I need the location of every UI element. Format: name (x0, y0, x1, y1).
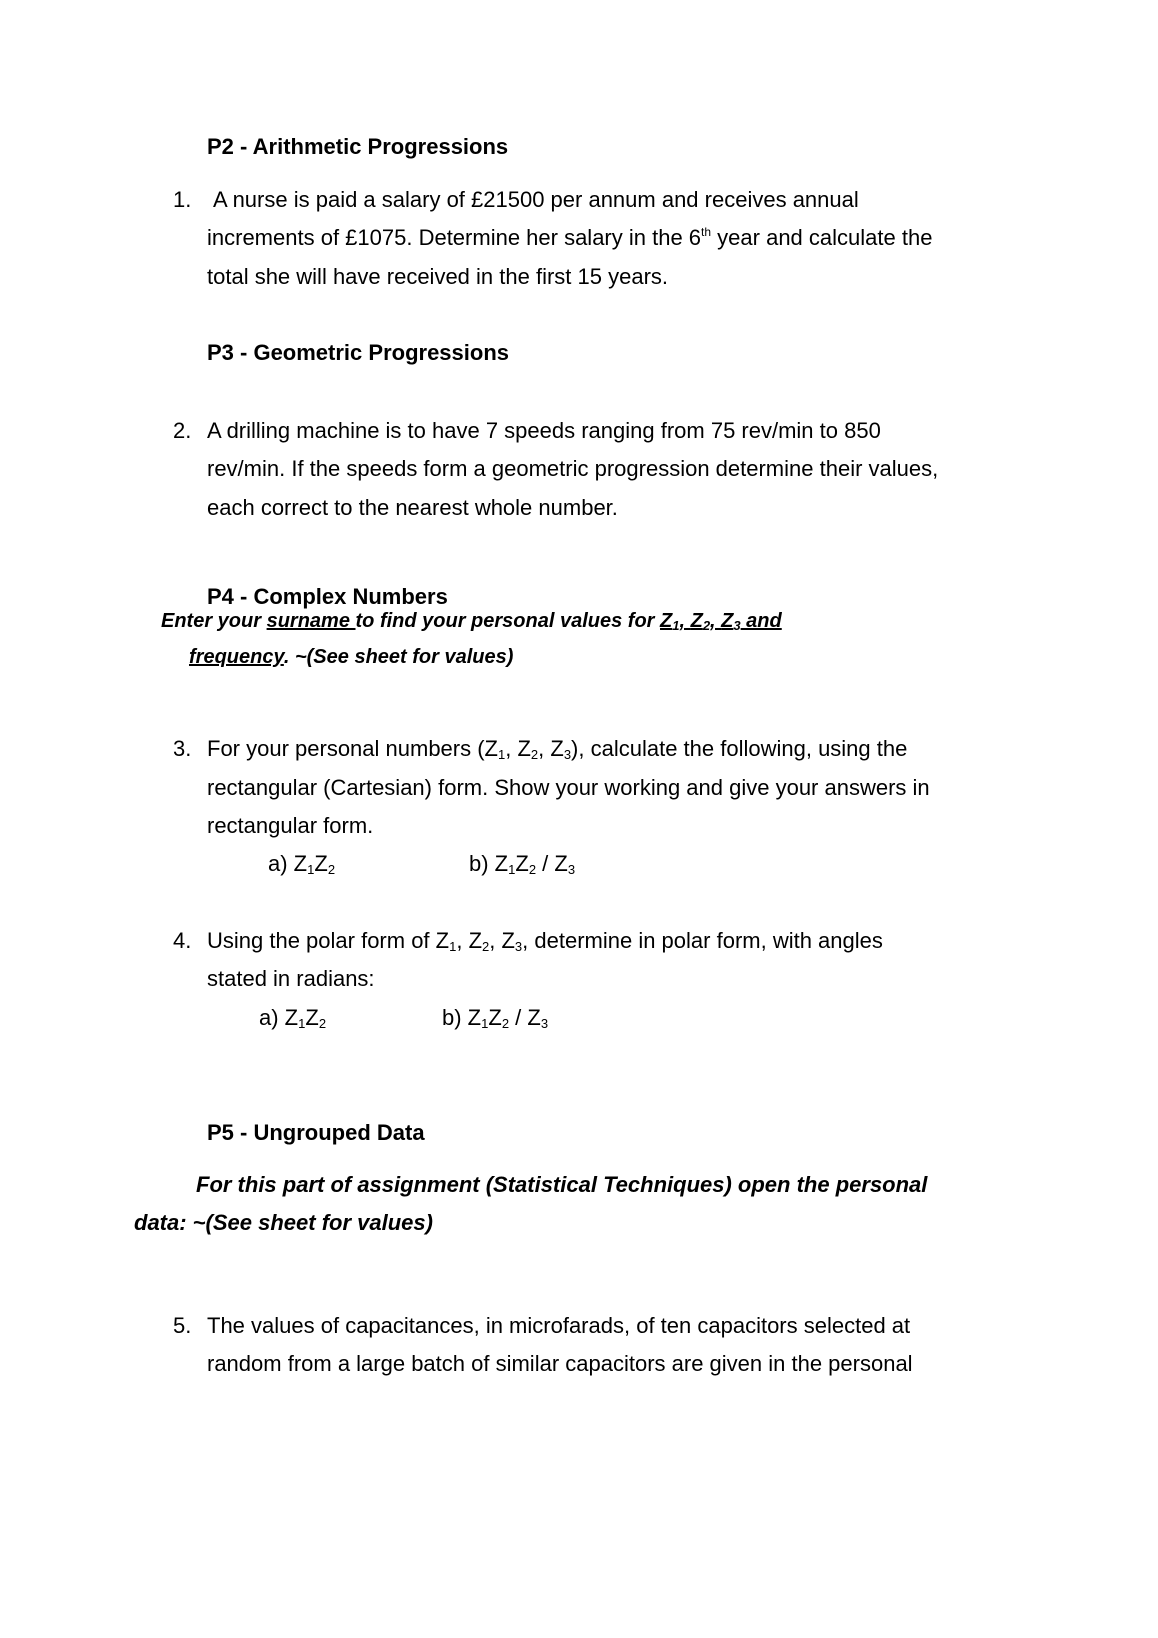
question-number: 2. (173, 418, 192, 443)
p4-instruction-line-2: frequency. ~(See sheet for values) (189, 646, 514, 668)
frequency-text: frequency (189, 646, 284, 668)
question-4-line-1: Using the polar form of $Z_1$, $Z_2$, $Z_3$, determine in polar form, with angles (207, 928, 883, 954)
question-5-line-2: random from a large batch of similar capacitors are given in the personal (207, 1351, 913, 1376)
section-heading-p2: P2 - Arithmetic Progressions (207, 134, 509, 159)
question-3-line-1: For your personal numbers ($Z_1$, $Z_2$, $Z_3$), calculate the following, using the (207, 736, 908, 762)
question-3-line-3: rectangular form. (207, 813, 374, 838)
p5-instruction-line-1: For this part of assignment (Statistical Techniques) open the personal (196, 1172, 928, 1197)
question-number: 1. (173, 187, 192, 212)
p4-instruction-line-1: Enter your surname to find your personal values for $Z_1$, $Z_2$, $Z_3$ and (161, 610, 782, 633)
question-number: 5. (173, 1313, 192, 1338)
surname-text: surname (266, 610, 356, 632)
question-1-line-3: total she will have received in the first 15 years. (207, 264, 669, 289)
question-4-line-2: stated in radians: (207, 966, 375, 991)
question-2-line-2: rev/min. If the speeds form a geometric progression determine their values, (207, 456, 939, 481)
question-3-part-a: a) $Z_1Z_2$ (268, 851, 336, 877)
question-1-line-1: A nurse is paid a salary of £21500 per annum and receives annual (213, 187, 859, 212)
question-1-line-2: increments of £1075. Determine her salary in the 6th year and calculate the (207, 225, 933, 250)
section-heading-p3: P3 - Geometric Progressions (207, 340, 509, 365)
question-number: 4. (173, 928, 192, 953)
section-heading-p4: P4 - Complex Numbers (207, 584, 448, 609)
p5-instruction-line-2: data: ~(See sheet for values) (134, 1210, 433, 1235)
section-heading-p5: P5 - Ungrouped Data (207, 1120, 425, 1145)
question-number: 3. (173, 736, 192, 761)
question-3-part-b: b) $Z_1Z_2 / Z_3$ (469, 851, 576, 877)
question-5-line-1: The values of capacitances, in microfarads, of ten capacitors selected at (207, 1313, 911, 1338)
question-4-part-a: a) $Z_1Z_2$ (259, 1005, 327, 1031)
question-2-line-3: each correct to the nearest whole number. (207, 495, 618, 520)
question-3-line-2: rectangular (Cartesian) form. Show your working and give your answers in (207, 775, 930, 800)
question-4-part-b: b) $Z_1Z_2 / Z_3$ (442, 1005, 549, 1031)
question-2-line-1: A drilling machine is to have 7 speeds ranging from 75 rev/min to 850 (207, 418, 881, 443)
